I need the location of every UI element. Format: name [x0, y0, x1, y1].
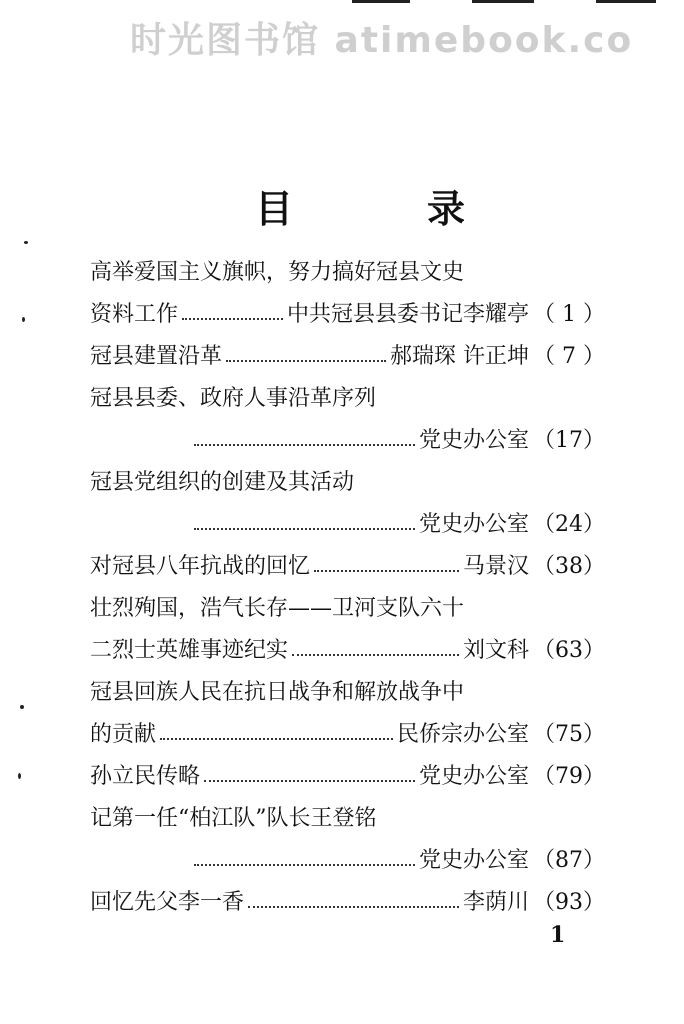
watermark: 时光图书馆 atimebook.co	[130, 20, 634, 61]
toc-entry-page: （ 7 ）	[533, 344, 605, 369]
leader-dots	[248, 906, 459, 908]
toc-entry-page: （87）	[533, 848, 605, 873]
leader-dots	[194, 864, 415, 866]
table-of-contents	[90, 252, 605, 924]
toc-line	[90, 798, 605, 840]
toc-entry-title: 冠县县委、政府人事沿革序列	[90, 386, 377, 411]
toc-entry-title: 回忆先父李一香	[90, 890, 245, 915]
leader-dots	[314, 570, 459, 572]
toc-line	[90, 882, 605, 924]
leader-dots	[204, 780, 415, 782]
toc-line	[90, 840, 605, 882]
toc-entry-author: 党史办公室	[418, 428, 529, 453]
toc-entry-title: 资料工作	[90, 302, 179, 327]
toc-entry-author: 民侨宗办公室	[396, 722, 529, 747]
toc-entry-title: 冠县党组织的创建及其活动	[90, 470, 355, 495]
toc-line	[90, 756, 605, 798]
top-rule	[596, 0, 656, 3]
toc-entry-author: 党史办公室	[418, 512, 529, 537]
toc-entry-title: 高举爱国主义旗帜，努力搞好冠县文史	[90, 260, 465, 285]
scan-speck	[24, 241, 28, 244]
toc-line	[90, 294, 605, 336]
toc-entry-title: 冠县建置沿革	[90, 344, 223, 369]
toc-line	[90, 378, 605, 420]
scan-speck	[20, 705, 24, 709]
toc-entry-author: 马景汉	[462, 554, 529, 579]
toc-entry-title: 孙立民传略	[90, 764, 201, 789]
toc-entry-author: 刘文科	[462, 638, 529, 663]
toc-entry-author: 李荫川	[462, 890, 529, 915]
title-char: 录	[426, 186, 465, 231]
leader-dots	[194, 528, 415, 530]
page-title	[255, 178, 465, 233]
top-rule	[472, 0, 534, 3]
top-rule	[352, 0, 410, 3]
leader-dots	[182, 318, 283, 320]
toc-entry-page: （79）	[533, 764, 605, 789]
toc-entry-title: 记第一任“柏江队”队长王登铭	[90, 806, 377, 831]
toc-entry-page: （24）	[533, 512, 605, 537]
toc-entry-author: 党史办公室	[418, 764, 529, 789]
toc-line	[90, 336, 605, 378]
leader-dots	[226, 360, 386, 362]
toc-entry-page: （17）	[533, 428, 605, 453]
toc-line	[90, 462, 605, 504]
title-char: 目	[255, 186, 294, 231]
toc-entry-title: 的贡献	[90, 722, 157, 747]
toc-entry-page: （75）	[533, 722, 605, 747]
toc-entry-title: 二烈士英雄事迹纪实	[90, 638, 289, 663]
leader-dots	[160, 738, 393, 740]
toc-line	[90, 420, 605, 462]
toc-line	[90, 588, 605, 630]
toc-line	[90, 546, 605, 588]
toc-line	[90, 252, 605, 294]
leader-dots	[194, 444, 415, 446]
toc-line	[90, 630, 605, 672]
toc-line	[90, 504, 605, 546]
toc-entry-title: 冠县回族人民在抗日战争和解放战争中	[90, 680, 465, 705]
toc-entry-title: 对冠县八年抗战的回忆	[90, 554, 311, 579]
scan-speck	[22, 317, 25, 322]
toc-entry-page: （63）	[533, 638, 605, 663]
toc-entry-page: （93）	[533, 890, 605, 915]
leader-dots	[292, 654, 459, 656]
toc-entry-page: （38）	[533, 554, 605, 579]
toc-entry-page: （ 1 ）	[533, 302, 605, 327]
toc-entry-title: 壮烈殉国，浩气长存——卫河支队六十	[90, 596, 465, 621]
page-number: 1	[550, 922, 566, 948]
toc-entry-author: 党史办公室	[418, 848, 529, 873]
toc-line	[90, 672, 605, 714]
toc-entry-author: 郝瑞琛 许正坤	[390, 344, 530, 369]
toc-entry-author: 中共冠县县委书记李耀亭	[287, 302, 530, 327]
toc-line	[90, 714, 605, 756]
scan-speck	[18, 773, 21, 779]
